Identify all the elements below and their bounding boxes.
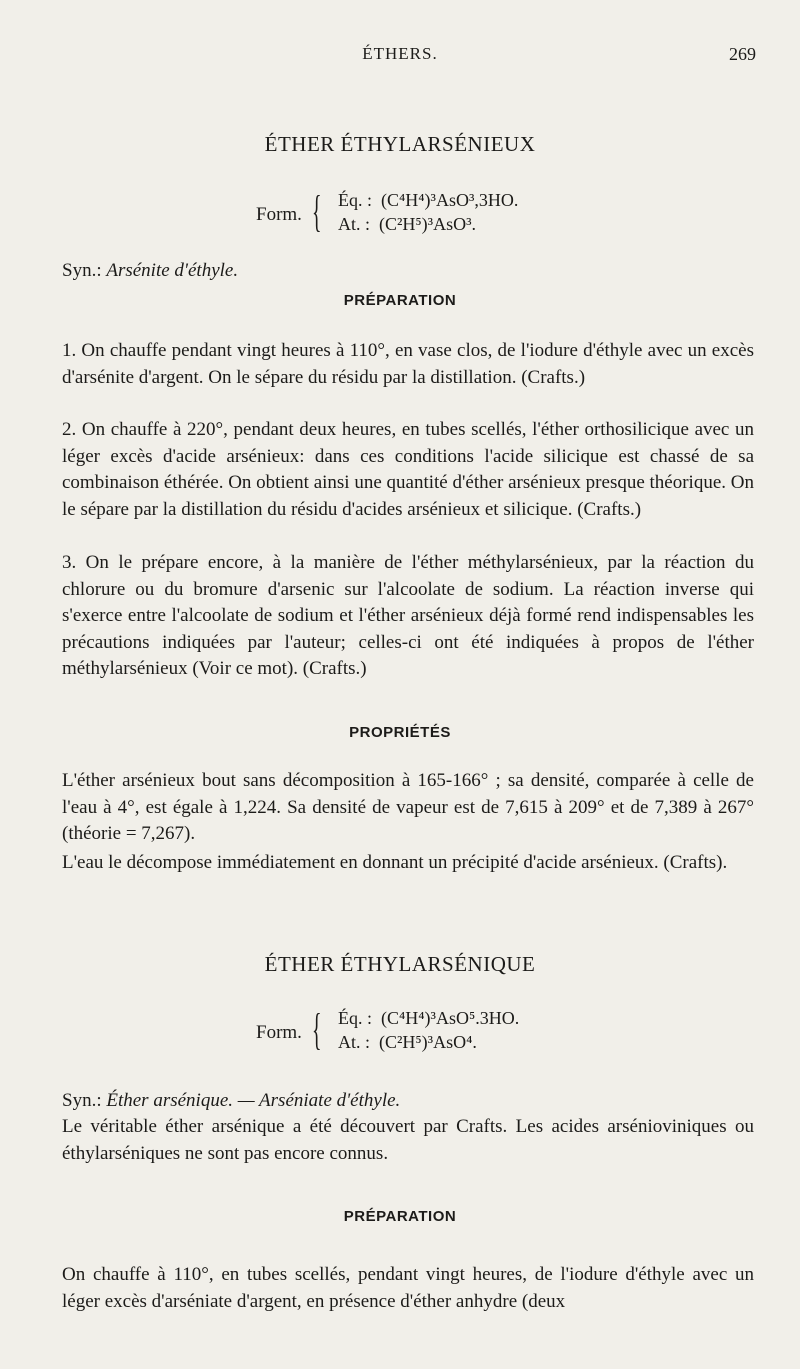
properties-heading: PROPRIÉTÉS [349, 724, 451, 741]
synonym [62, 1090, 400, 1112]
eq-formula: (C⁴H⁴)³AsO³,3HO. [381, 190, 519, 210]
syn-label: Syn.: [62, 1090, 102, 1111]
section-title: ÉTHER ÉTHYLARSÉNIQUE [264, 952, 536, 976]
synonym [62, 260, 238, 282]
eq-formula: (C⁴H⁴)³AsO⁵.3HO. [381, 1008, 520, 1028]
paragraph: On chauffe à 110°, en tubes scellés, pendant vingt heures, de l'iodure d'éthyle avec un léger excès d'arséniate d'argent, en présence d'éther anhydre (deux [62, 1264, 754, 1312]
syn-text: Arsénite d'éthyle. [106, 260, 239, 281]
eq-label: Éq. : [338, 190, 372, 210]
running-title: ÉTHERS. [362, 44, 438, 63]
syn-label: Syn.: [62, 260, 102, 281]
preparation-heading: PRÉPARATION [343, 1208, 457, 1225]
paragraph: 3. On le prépare encore, à la manière de l'éther méthylarsénieux, par la réaction du chlorure ou du bromure d'arsenic sur l'alcoolate de sodium. La réaction inverse qui s'exerce entre l'alcoolate de sodium et l'éther arsénieux déjà formé rend indispensables les précautions indiquées par l'auteur; celles-ci ont été indiquées à propos de l'éther méthylarsénieux (Voir ce mot). (Crafts.) [62, 552, 754, 679]
paragraph: L'éther arsénieux bout sans décomposition à 165-166° ; sa densité, comparée à celle de l'eau à 4°, est égale à 1,224. Sa densité de vapeur est de 7,615 à 209° et de 7,389 à 267° (théorie = 7,267). [62, 770, 754, 844]
paragraph: L'eau le décompose immédiatement en donnant un précipité d'acide arsénieux. (Crafts). [62, 852, 728, 873]
formula-at [338, 214, 476, 235]
formula-at [338, 1032, 477, 1053]
at-label: At. : [338, 1032, 371, 1052]
formula-label: Form. [256, 1022, 302, 1043]
at-formula: (C²H⁵)³AsO⁴. [379, 1032, 477, 1052]
page-number: 269 [729, 44, 756, 64]
eq-label: Éq. : [338, 1008, 372, 1028]
brace-icon: { [312, 1005, 322, 1054]
preparation-heading: PRÉPARATION [343, 292, 457, 309]
paragraph: 1. On chauffe pendant vingt heures à 110°, en vase clos, de l'iodure d'éthyle avec un excès d'arsénite d'argent. On le sépare du résidu par la distillation. (Crafts.) [62, 340, 754, 388]
at-formula: (C²H⁵)³AsO³. [379, 214, 476, 234]
at-label: At. : [338, 214, 371, 234]
formula-label: Form. [256, 204, 302, 225]
formula-eq [338, 190, 518, 211]
formula-eq [338, 1008, 519, 1029]
paragraph: Le véritable éther arsénique a été découvert par Crafts. Les acides arsénioviniques ou éthylarséniques ne sont pas encore connus. [62, 1116, 754, 1164]
brace-icon: { [312, 187, 322, 236]
running-head [0, 44, 800, 68]
syn-text: Éther arsénique. — Arséniate d'éthyle. [106, 1090, 401, 1111]
section-title: ÉTHER ÉTHYLARSÉNIEUX [264, 132, 536, 156]
paragraph: 2. On chauffe à 220°, pendant deux heures, en tubes scellés, l'éther orthosilicique avec un léger excès d'acide arsénieux: dans ces conditions l'acide silicique est chassé de sa combinaison éthérée. On obtient ainsi une quantité d'éther arsénieux presque théorique. On le sépare par la distillation du résidu d'acides arsénieux et silicique. (Crafts.) [62, 419, 754, 520]
